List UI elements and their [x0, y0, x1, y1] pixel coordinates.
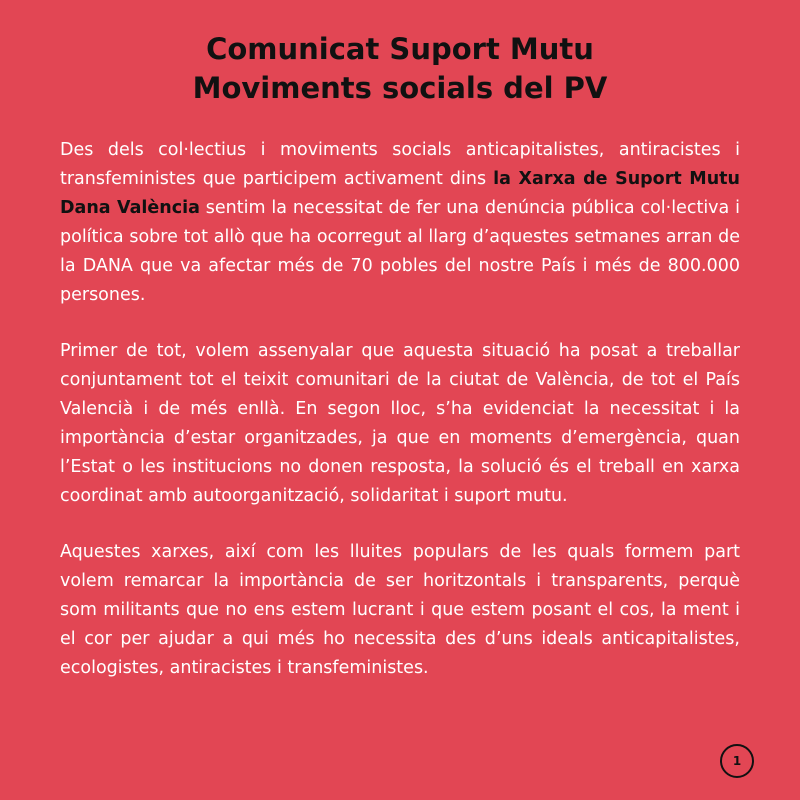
title-line-1: Comunicat Suport Mutu [206, 32, 594, 66]
paragraph-3: Aquestes xarxes, així com les lluites populars de les quals formem part volem remarcar la importància de ser horitzontals i transparents, perquè som militants que no ens estem lucrant i que estem posant el cos, la ment i el cor per ajudar a qui més ho necessita des d’uns ideals anticapitalistes, ecologistes, antiracistes i transfeministes. [60, 542, 740, 678]
network-name: la Xarxa de Suport Mutu Dana València [60, 169, 740, 218]
paragraph-1 [60, 136, 740, 310]
paragraph-2: Primer de tot, volem assenyalar que aquesta situació ha posat a treballar conjuntament tot el teixit comunitari de la ciutat de València, de tot el País Valencià i de més enllà. En segon lloc, s’ha evidenciat la necessitat i la importància d’estar organitzades, ja que en moments d’emergència, quan l’Estat o les institucions no donen resposta, la solució és el treball en xarxa coordinat amb autoorganització, solidaritat i suport mutu. [60, 341, 740, 506]
paragraph-1-start: Des dels col·lectius i moviments socials anticapitalistes, antiracistes i transfeministes que participem activament dins [60, 140, 740, 189]
paragraph-1-end: sentim la necessitat de fer una denúncia pública col·lectiva i política sobre tot allò que ha ocorregut al llarg d’aquestes setmanes arran de la DANA que va afectar més de 70 pobles del nostre País i més de 800.000 persones. [60, 198, 740, 305]
document-title [60, 30, 740, 108]
title-line-2: Moviments socials del PV [192, 71, 608, 105]
page-number-badge: 1 [720, 744, 754, 778]
document-body [60, 136, 740, 683]
